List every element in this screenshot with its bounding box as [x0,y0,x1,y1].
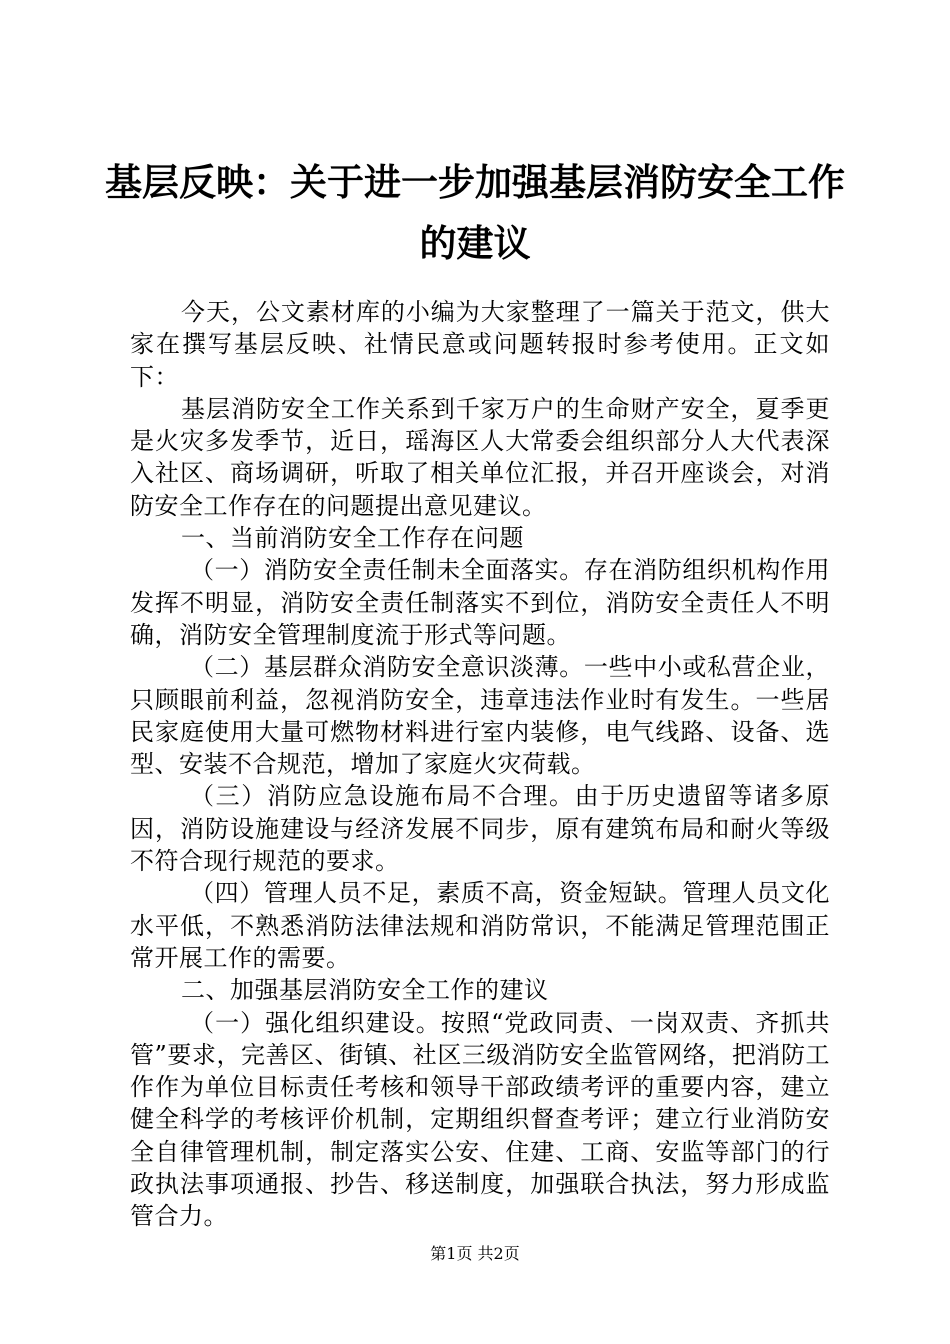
section-heading-suggestions: 二、加强基层消防安全工作的建议 [181,976,549,1005]
problem-item-1: （一）消防安全责任制未全面落实。存在消防组织机构作用发挥不明显，消防安全责任制落实不到位，消防安全责任人不明确，消防安全管理制度流于形式等问题。 [130,556,830,649]
document-title-line-2: 的建议 [419,221,531,265]
document-body [130,296,830,1233]
suggestion-item-1: （一）强化组织建设。按照“党政同责、一岗双责、齐抓共管”要求，完善区、街镇、社区三级消防安全监管网络，把消防工作作为单位目标责任考核和领导干部政绩考评的重要内容，建立健全科学的考核评价机制，定期组织督查考评；建立行业消防安全自律管理机制，制定落实公安、住建、工商、安监等部门的行政执法事项通报、抄告、移送制度，加强联合执法，努力形成监管合力。 [130,1008,830,1231]
problem-item-2: （二）基层群众消防安全意识淡薄。一些中小或私营企业，只顾眼前利益，忽视消防安全，违章违法作业时有发生。一些居民家庭使用大量可燃物材料进行室内装修，电气线路、设备、选型、安装不合规范，增加了家庭火灾荷载。 [130,653,830,779]
page-footer: 第1页 共2页 [430,1244,520,1263]
intro-paragraph: 今天，公文素材库的小编为大家整理了一篇关于范文，供大家在撰写基层反映、社情民意或问题转报时参考使用。正文如下： [130,298,830,391]
problem-item-4: （四）管理人员不足，素质不高，资金短缺。管理人员文化水平低，不熟悉消防法律法规和消防常识，不能满足管理范围正常开展工作的需要。 [130,879,830,972]
problem-item-3: （三）消防应急设施布局不合理。由于历史遗留等诸多原因，消防设施建设与经济发展不同步，原有建筑布局和耐火等级不符合现行规范的要求。 [130,782,830,876]
background-paragraph: 基层消防安全工作关系到千家万户的生命财产安全，夏季更是火灾多发季节，近日，瑶海区人大常委会组织部分人大代表深入社区、商场调研，听取了相关单位汇报，并召开座谈会，对消防安全工作存在的问题提出意见建议。 [130,394,830,520]
section-heading-problems: 一、当前消防安全工作存在问题 [181,524,524,553]
document-title-line-1: 基层反映：关于进一步加强基层消防安全工作 [105,160,845,204]
